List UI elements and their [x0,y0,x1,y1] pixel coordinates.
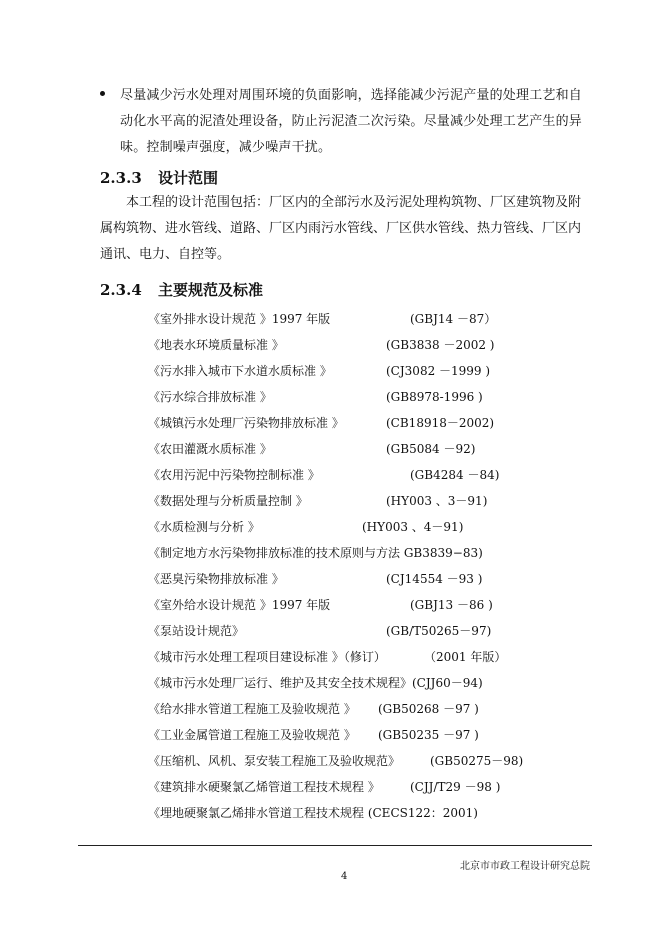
standard-item: 《农田灌溉水质标准 》 (GB5084 －92) [148,442,476,456]
page-number: 4 [341,871,348,882]
standard-item: 《城镇污水处理厂污染物排放标准 》 (CB18918－2002) [148,416,495,430]
section-heading-2-3-3 [100,167,218,188]
design-scope-paragraph [100,190,590,268]
standard-item: 《制定地方水污染物排放标准的技术原则与方法 GB3839−83) [148,546,483,560]
section-title: 设计范围 [158,169,219,187]
footer-organization: 北京市市政工程设计研究总院 [460,861,590,872]
section-heading-2-3-4 [100,279,263,300]
standard-item: 《压缩机、风机、泵安装工程施工及验收规范》 (GB50275－98) [148,754,524,768]
standard-item: 《数据处理与分析质量控制 》 (HY003 、3－91) [148,494,488,508]
section-number: 2.3.4 [100,281,142,299]
standard-item: 《农用污泥中污染物控制标准 》 (GB4284 －84) [148,468,500,482]
design-scope-text: 本工程的设计范围包括：厂区内的全部污水及污泥处理构筑物、厂区建筑物及附属构筑物、进水管线、道路、厂区内雨污水管线、厂区供水管线、热力管线、厂区内通讯、电力、自控等。 [100,195,582,262]
standard-item: 《室外排水设计规范 》1997 年版 (GBJ14 －87） [148,312,497,326]
standard-item: 《水质检测与分析 》 (HY003 、4－91) [148,520,464,534]
standard-item: 《建筑排水硬聚氯乙烯管道工程技术规程 》 (CJJ/T29 －98 ) [148,780,501,794]
standard-item: 《给水排水管道工程施工及验收规范 》 (GB50268 －97 ) [148,702,479,716]
standard-item: 《城市污水处理工程项目建设标准 》（修订） （2001 年版） [148,650,507,664]
section-title: 主要规范及标准 [158,281,264,299]
standard-item: 《泵站设计规范》 (GB/T50265－97) [148,624,492,638]
standard-item: 《污水排入城市下水道水质标准 》 (CJ3082 －1999 ) [148,364,491,378]
bullet-item [100,83,590,161]
standard-item: 《恶臭污染物排放标准 》 (CJ14554 －93 ) [148,572,483,586]
standard-item: 《工业金属管道工程施工及验收规范 》 (GB50235 －97 ) [148,728,479,742]
standard-item: 《地表水环境质量标准 》 (GB3838 －2002 ) [148,338,495,352]
bullet-text: 尽量减少污水处理对周围环境的负面影响，选择能减少污泥产量的处理工艺和自动化水平高的泥渣处理设备，防止污泥渣二次污染。尽量减少处理工艺产生的异味。控制噪声强度，减少噪声干扰。 [120,88,583,155]
section-number: 2.3.3 [100,169,142,187]
standard-item: 《城市污水处理厂运行、维护及其安全技术规程》(CJJ60－94) [148,676,483,690]
standard-item: 《污水综合排放标准 》 (GB8978-1996 ) [148,390,483,404]
standard-item: 《室外给水设计规范 》1997 年版 (GBJ13 －86 ) [148,598,493,612]
footer-divider [78,845,592,846]
bullet-dot-icon [100,91,105,96]
standard-item: 《埋地硬聚氯乙烯排水管道工程技术规程 (CECS122：2001) [148,806,478,820]
